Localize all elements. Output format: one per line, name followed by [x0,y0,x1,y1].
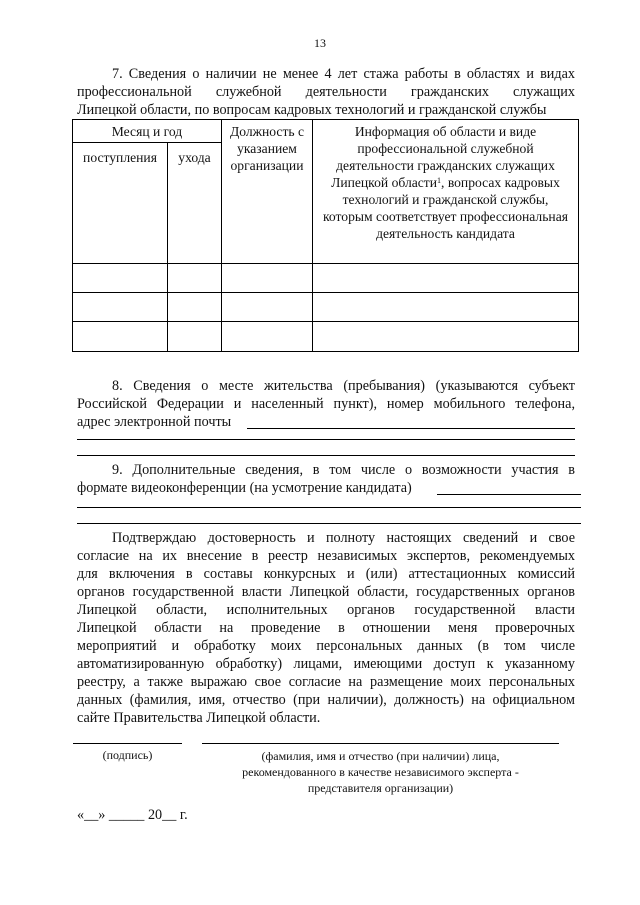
consent-line: органов государственной власти Липецкой области, государственных органов [77,584,575,600]
name-label-3: представителя организации) [307,781,454,795]
section7-line3: Липецкой области, по вопросам кадровых технологий и гражданской службы [77,102,547,118]
consent-line: данных (фамилия, имя, отчество (при наличии), должность) на официальном [77,692,575,708]
table-cell[interactable] [168,264,222,293]
table-cell[interactable] [168,322,222,352]
consent-line: Подтверждаю достоверность и полноту настоящих сведений и свое [112,530,575,546]
section7-line2: профессиональной служебной деятельности гражданских служащих [77,84,575,100]
table-cell[interactable] [313,293,579,322]
table-cell[interactable] [73,322,168,352]
table-cell[interactable] [73,293,168,322]
email-fill-line[interactable] [247,428,575,429]
consent-line: Липецкой области, исполнительных органов государственной власти [77,602,575,618]
section8-line2: Российской Федерации и населенный пункт), номер мобильного телефона, [77,396,575,412]
signature-line[interactable] [73,743,182,744]
table-cell[interactable] [222,322,313,352]
header-info-text2: , вопросах кадровых технологий и гражданской службы, которым соответствует профессиональная деятельность кандидата [323,175,568,241]
table-cell[interactable] [222,264,313,293]
additional-fill-line-2[interactable] [77,507,581,508]
consent-last-line: сайте Правительства Липецкой области. [77,710,321,726]
table-row [73,264,579,293]
header-position: Должность с указанием организации [222,120,313,264]
table-row [73,293,579,322]
consent-line: согласие на их внесение в реестр независимых экспертов, рекомендуемых [77,548,575,564]
consent-line: Липецкой области на проведение в отношении меня проверочных [77,620,575,636]
table-cell[interactable] [313,322,579,352]
table-cell[interactable] [168,293,222,322]
section8-line3: адрес электронной почты [77,414,232,430]
section9-line1: 9. Дополнительные сведения, в том числе о возможности участия в [112,462,575,478]
name-label-2: рекомендованного в качестве независимого эксперта - [242,765,519,779]
header-info [313,120,579,264]
section9-line2: формате видеоконференции (на усмотрение кандидата) [77,480,412,496]
residence-fill-line-2[interactable] [77,455,575,456]
header-admission: поступления [73,143,168,264]
table-row [73,322,579,352]
footnote-mark: 1 [437,176,442,185]
header-month-year: Месяц и год [73,120,222,143]
additional-fill-line-3[interactable] [77,523,581,524]
header-leaving: ухода [168,143,222,264]
name-label-1: (фамилия, имя и отчество (при наличии) лица, [261,749,500,763]
consent-line: для включения в составы конкурсных и (или) аттестационных комиссий [77,566,575,582]
section8-line1: 8. Сведения о месте жительства (пребывания) (указываются субъект [112,378,575,394]
section7-line1: 7. Сведения о наличии не менее 4 лет стажа работы в областях и видах [112,66,575,82]
residence-fill-line-1[interactable] [77,439,575,440]
consent-line: мероприятий и обработку моих персональных данных (в том числе [77,638,575,654]
date-line[interactable]: «__» _____ 20__ г. [77,807,188,823]
table-cell[interactable] [313,264,579,293]
consent-line: автоматизированную обработку) лицами, имеющими доступ к указанному [77,656,575,672]
name-line[interactable] [202,743,559,744]
consent-line: реестру, а также выражаю свое согласие на размещение моих персональных [77,674,575,690]
experience-table [72,119,579,352]
signature-label: (подпись) [102,748,153,762]
table-cell[interactable] [222,293,313,322]
header-info-text: Информация об области и виде профессиональной служебной деятельности гражданских служащих Липецкой области [331,124,555,190]
additional-fill-line[interactable] [437,494,581,495]
table-cell[interactable] [73,264,168,293]
page-number: 13 [314,36,326,50]
